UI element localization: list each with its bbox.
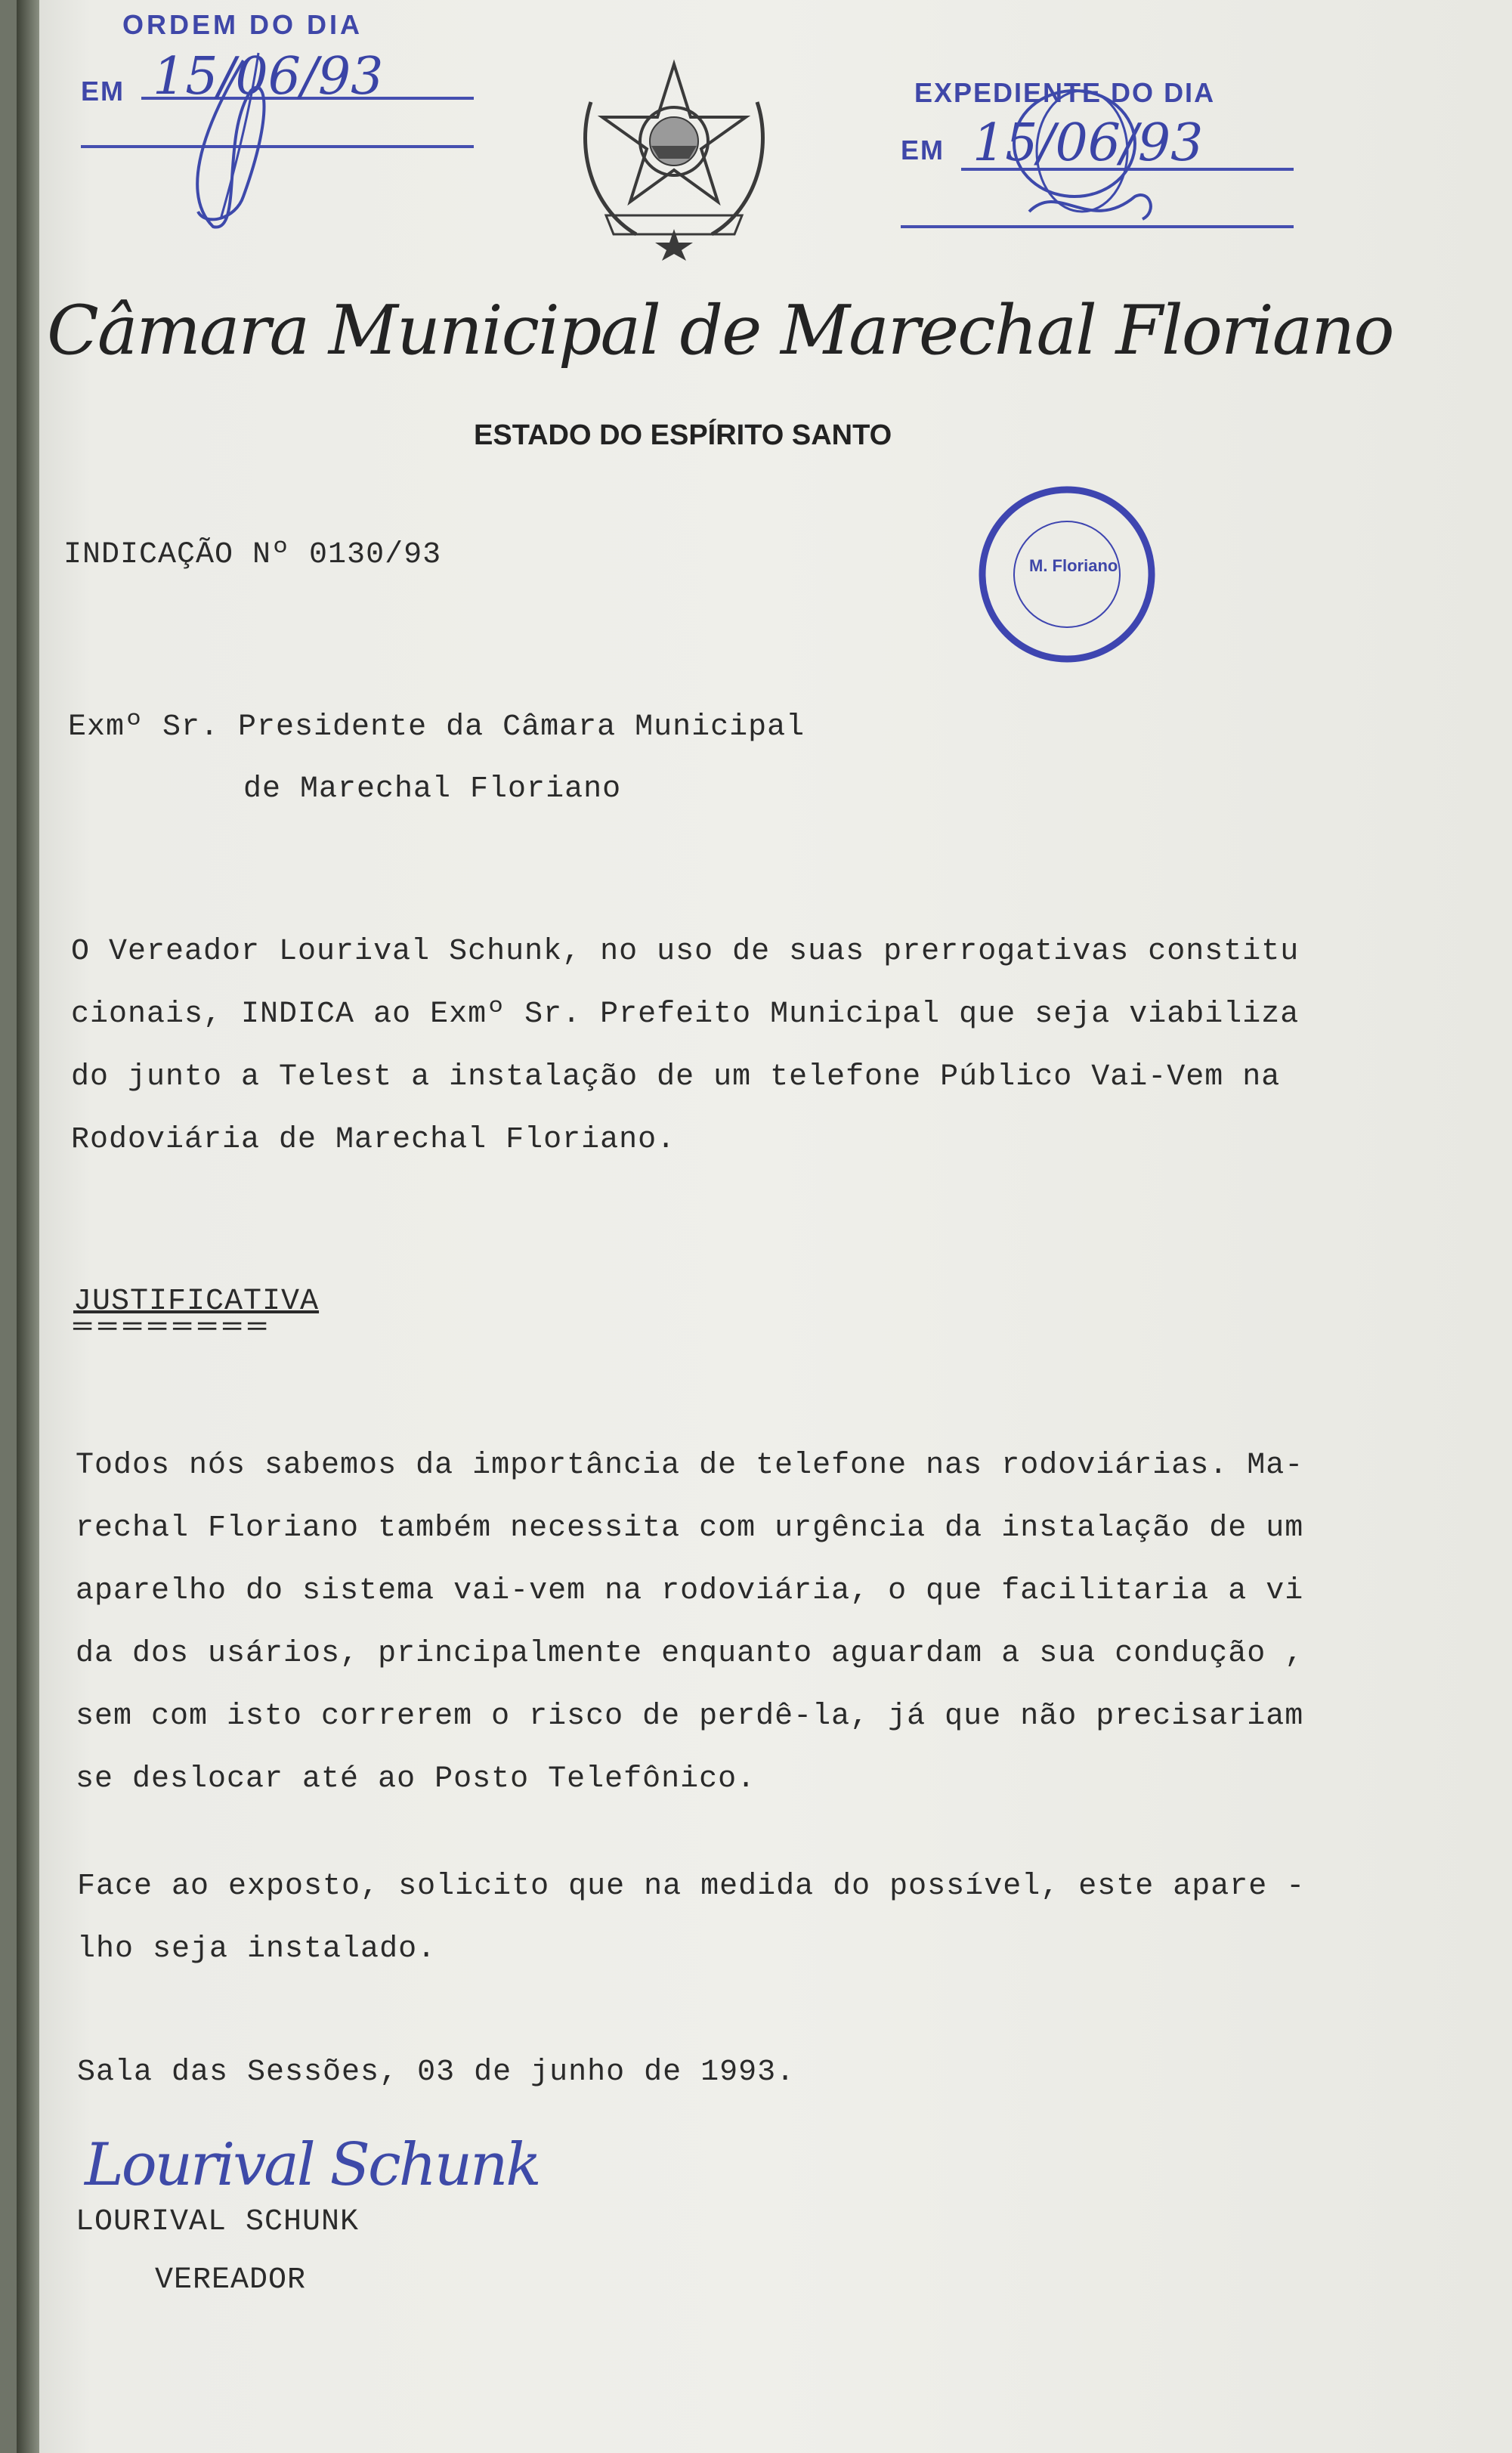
chamber-title: Câmara Municipal de Marechal Floriano	[47, 291, 1393, 370]
state-coat-of-arms-icon	[576, 57, 772, 261]
heading-double-rule: ════════	[73, 1311, 274, 1345]
order-stamp-signature-scribble	[153, 45, 334, 242]
signer-role: VEREADOR	[155, 2263, 307, 2297]
intro-paragraph	[71, 920, 1401, 1171]
place-date: Sala das Sessões, 03 de junho de 1993.	[77, 2056, 796, 2090]
justification-line: aparelho do sistema vai-vem na rodoviária, o que facilitaria a vi	[76, 1574, 1304, 1608]
justification-line: rechal Floriano também necessita com urgência da instalação de um	[76, 1511, 1304, 1545]
expedient-stamp-signature-scribble	[984, 68, 1180, 242]
signer-name: LOURIVAL SCHUNK	[76, 2205, 360, 2239]
intro-line: O Vereador Lourival Schunk, no uso de suas prerrogativas constitu	[71, 935, 1300, 969]
intro-line: Rodoviária de Marechal Floriano.	[71, 1123, 676, 1157]
state-subtitle: ESTADO DO ESPÍRITO SANTO	[474, 419, 892, 451]
justification-line: se deslocar até ao Posto Telefônico.	[76, 1762, 756, 1796]
closing-paragraph	[77, 1855, 1407, 1981]
chamber-seal-stamp	[976, 484, 1158, 665]
expedient-stamp-em-label: EM	[901, 135, 945, 165]
closing-line: lho seja instalado.	[77, 1932, 437, 1966]
handwritten-signature: Lourival Schunk	[85, 2131, 540, 2199]
seal-center-text: M. Floriano	[1029, 556, 1118, 575]
order-stamp-label: ORDEM DO DIA	[122, 9, 363, 40]
justification-line: Todos nós sabemos da importância de telefone nas rodoviárias. Ma-	[76, 1449, 1304, 1483]
order-stamp-em-label: EM	[81, 76, 125, 107]
indication-number: INDICAÇÃO Nº 0130/93	[63, 538, 442, 572]
order-stamp-date: 15/06/93	[153, 47, 384, 107]
justification-paragraph	[76, 1434, 1405, 1811]
justification-line: da dos usários, principalmente enquanto aguardam a sua condução ,	[76, 1637, 1304, 1671]
expedient-stamp-date: 15/06/93	[972, 113, 1204, 173]
document-page	[17, 0, 1512, 2453]
justification-heading: JUSTIFICATIVA	[73, 1285, 320, 1319]
salutation-line-1: Exmº Sr. Presidente da Câmara Municipal	[68, 710, 805, 744]
intro-line: do junto a Telest a instalação de um telefone Público Vai-Vem na	[71, 1060, 1281, 1094]
expedient-stamp-label: EXPEDIENTE DO DIA	[914, 77, 1216, 108]
justification-line: sem com isto correrem o risco de perdê-la, já que não precisariam	[76, 1700, 1304, 1734]
closing-line: Face ao exposto, solicito que na medida do possível, este apare -	[77, 1870, 1306, 1904]
salutation-line-2: de Marechal Floriano	[243, 772, 622, 806]
binding-spine	[17, 0, 39, 2453]
intro-line: cionais, INDICA ao Exmº Sr. Prefeito Municipal que seja viabiliza	[71, 998, 1300, 1032]
